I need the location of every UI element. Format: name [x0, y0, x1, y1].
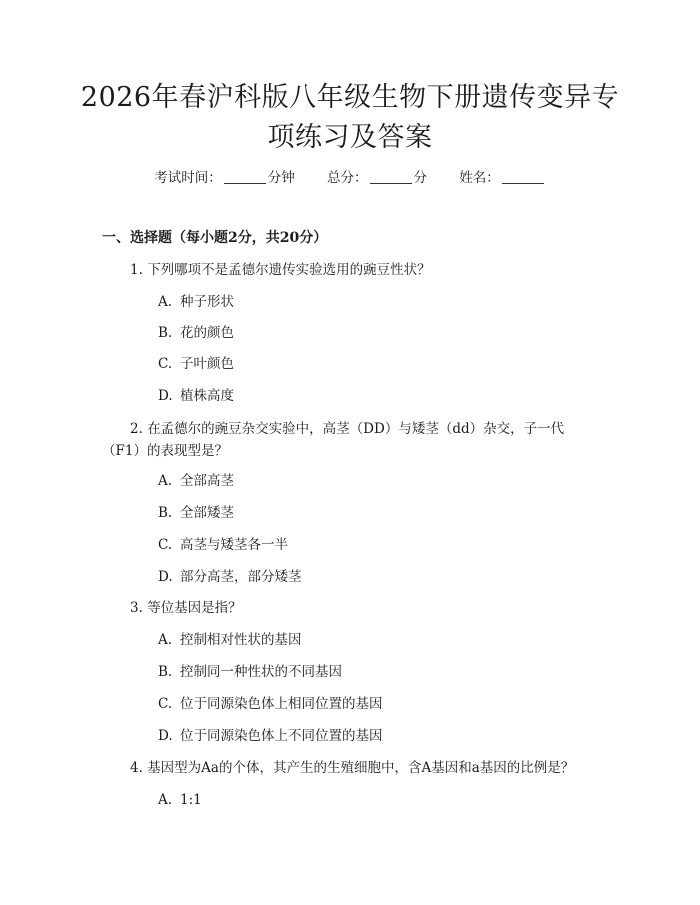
- option-letter: D.: [158, 569, 173, 585]
- option-text: 花的颜色: [180, 325, 234, 341]
- option-letter: B.: [158, 505, 173, 521]
- exam-time-label: 考试时间：: [154, 170, 222, 186]
- question-text-line1: 在孟德尔的豌豆杂交实验中，高茎（DD）与矮茎（dd）杂交，子一代: [147, 421, 565, 437]
- option-text: 全部矮茎: [180, 505, 234, 521]
- option-letter: B.: [158, 664, 173, 680]
- option-text: 控制同一种性状的不同基因: [180, 664, 342, 680]
- option-text: 种子形状: [180, 294, 234, 310]
- question-text-line2: （F1）的表现型是？: [102, 443, 228, 459]
- option-text: 高茎与矮茎各一半: [180, 537, 288, 553]
- exam-info-line: [0, 168, 700, 188]
- option-3a: [158, 629, 302, 651]
- question-number: 3.: [130, 600, 143, 616]
- total-score-label: 总分：: [327, 170, 368, 186]
- student-name-blank: [502, 169, 544, 184]
- option-text: 全部高茎: [180, 473, 234, 489]
- option-text: 位于同源染色体上相同位置的基因: [180, 696, 383, 712]
- section-heading: 一、选择题（每小题2分，共20分）: [102, 230, 328, 246]
- option-letter: A.: [158, 632, 173, 648]
- question-text: 基因型为Aa的个体，其产生的生殖细胞中，含A基因和a基因的比例是？: [147, 760, 575, 776]
- option-1d: [158, 385, 234, 407]
- question-4: [102, 757, 622, 779]
- question-text: 等位基因是指？: [147, 600, 242, 616]
- option-3c: [158, 693, 383, 715]
- question-text: 下列哪项不是孟德尔遗传实验选用的豌豆性状？: [147, 262, 431, 278]
- total-score-unit: 分: [413, 170, 427, 186]
- option-text: 1:1: [180, 792, 202, 808]
- option-letter: A.: [158, 473, 173, 489]
- option-3b: [158, 661, 342, 683]
- option-letter: C.: [158, 356, 173, 372]
- option-2d: [158, 566, 302, 588]
- total-score-field: [327, 168, 427, 188]
- option-text: 控制相对性状的基因: [180, 632, 302, 648]
- question-number: 2.: [130, 421, 143, 437]
- option-letter: D.: [158, 728, 173, 744]
- option-2a: [158, 470, 234, 492]
- question-2: [102, 418, 602, 462]
- option-letter: C.: [158, 696, 173, 712]
- question-number: 1.: [130, 262, 143, 278]
- option-text: 位于同源染色体上不同位置的基因: [180, 728, 383, 744]
- option-letter: B.: [158, 325, 173, 341]
- student-name-field: [459, 168, 546, 188]
- question-3: [102, 597, 602, 619]
- document-title: 2026年春沪科版八年级生物下册遗传变异专项练习及答案: [80, 82, 620, 153]
- option-letter: D.: [158, 388, 173, 404]
- option-letter: A.: [158, 294, 173, 310]
- option-text: 子叶颜色: [180, 356, 234, 372]
- option-letter: A.: [158, 792, 173, 808]
- exam-time-field: [154, 168, 295, 188]
- option-text: 部分高茎，部分矮茎: [180, 569, 302, 585]
- option-2b: [158, 502, 234, 524]
- student-name-label: 姓名：: [459, 170, 500, 186]
- option-3d: [158, 725, 383, 747]
- option-1b: [158, 322, 234, 344]
- option-1a: [158, 291, 234, 313]
- option-1c: [158, 353, 234, 375]
- question-1: [102, 259, 602, 281]
- exam-time-blank: [224, 169, 266, 184]
- total-score-blank: [370, 169, 412, 184]
- option-2c: [158, 534, 288, 556]
- exam-time-unit: 分钟: [267, 170, 295, 186]
- option-text: 植株高度: [180, 388, 234, 404]
- option-4a: [158, 789, 202, 811]
- option-letter: C.: [158, 537, 173, 553]
- question-number: 4.: [130, 760, 143, 776]
